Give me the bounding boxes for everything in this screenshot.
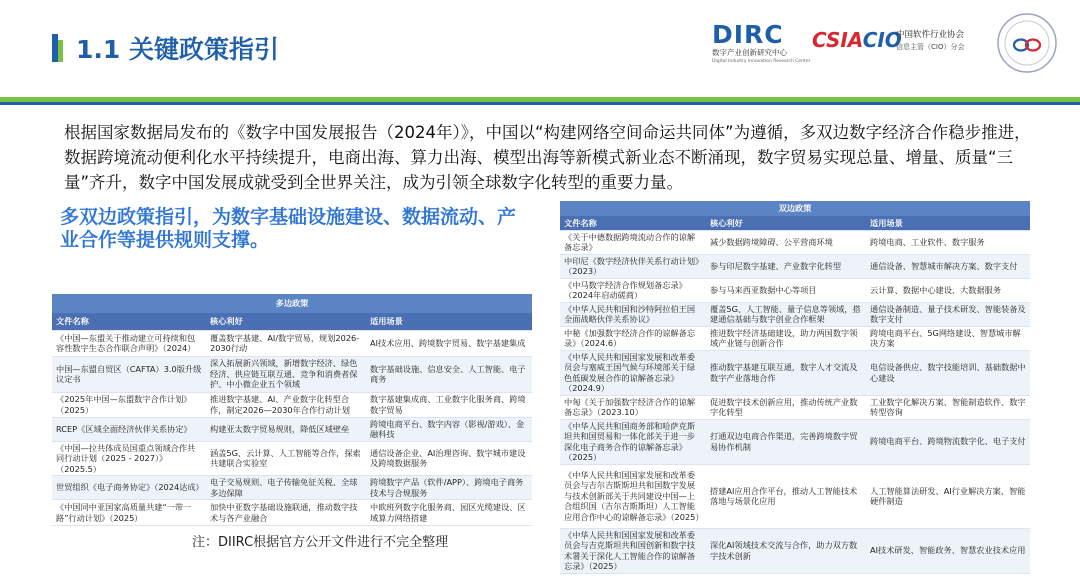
policy-name: 中秘《加强数字经济合作的谅解备忘录》（2024.6） [560, 326, 706, 350]
policy-scenario: 电信设备供应、数字技能培训、基础数据中心建设 [866, 350, 1030, 395]
policy-scenario: 人工智能算法研发、AI行业解决方案、智能硬件制造 [866, 464, 1030, 528]
table-row [560, 350, 1030, 395]
policy-benefit: 加快中亚数字基础设施联通，推动数字技术与各产业融合 [206, 500, 366, 526]
policy-scenario: 工业数字化解决方案、智能制造软件、数字转型咨询 [866, 395, 1030, 419]
table-row [560, 326, 1030, 350]
csia-logo-line1: 中国软件行业协会 [896, 30, 965, 40]
policy-name: 中匈《关于加强数字经济合作的谅解备忘录》（2023.10） [560, 395, 706, 419]
policy-benefit: 推进数字基建、AI、产业数字化转型合作，制定2026—2030年合作行动计划 [206, 392, 366, 417]
policy-scenario: 云计算、数据中心建设、大数据服务 [866, 278, 1030, 302]
policy-scenario: 跨境电商平台、数字内容（影视/游戏）、金融科技 [366, 417, 532, 441]
csia-cio-logo [812, 28, 990, 60]
csia-logo-line2: 信息主管（CIO）分会 [896, 43, 965, 51]
policy-benefit: 参与马来西亚数据中心等项目 [706, 278, 866, 302]
table-row [52, 441, 532, 476]
table-row [560, 230, 1030, 254]
policy-benefit: 电子交易规则、电子传输免征关税、全球多边保障 [206, 476, 366, 500]
policy-name: 《2025年中国—东盟数字合作计划》（2025） [52, 392, 206, 417]
column-header-scenario: 适用场景 [866, 216, 1030, 230]
policy-benefit: 减少数据跨境障碍、公平营商环境 [706, 230, 866, 254]
dirc-logo-name-cn: 数字产业创新研究中心 [712, 48, 787, 57]
column-header-benefit: 核心利好 [206, 313, 366, 330]
table-row [560, 419, 1030, 464]
table-row [560, 254, 1030, 278]
dirc-logo [712, 22, 810, 70]
multilateral-policy-table [52, 294, 532, 526]
policy-benefit: 深化AI领域技术交流与合作，助力双方数字技术创新 [706, 528, 866, 573]
policy-name: 《中华人民共和国商务部和哈萨克斯坦共和国贸易和一体化部关于进一步深化电子商务合作的谅解备忘录》（2025） [560, 419, 706, 464]
table-row [52, 330, 532, 356]
policy-name: 中国—东盟自贸区（CAFTA）3.0版升级议定书 [52, 356, 206, 392]
section-subheading: 多双边政策指引，为数字基础设施建设、数据流动、产业合作等提供规则支撑。 [60, 206, 517, 251]
policy-name: 《中华人民共和国和沙特阿拉伯王国全面战略伙伴关系协议》 [560, 302, 706, 326]
csia-cio-logo-mark: CSIACIO [812, 28, 902, 52]
table-row [52, 500, 532, 526]
table-row [560, 302, 1030, 326]
policy-benefit: 参与印尼数字基建、产业数字化转型 [706, 254, 866, 278]
column-header-name: 文件名称 [560, 216, 706, 230]
policy-name: 世贸组织《电子商务协定》（2024达成） [52, 476, 206, 500]
multilateral-table-caption: 多边政策 [52, 294, 532, 313]
policy-scenario: 跨境电商平台、5G网络建设、智慧城市解决方案 [866, 326, 1030, 350]
policy-scenario: AI技术应用、跨境数字贸易、数字基建集成 [366, 330, 532, 356]
policy-name: 《中华人民共和国国家发展和改革委员会与塞威王国气候与环境部关于绿色低碳发展合作的谅解备忘录》（2024.9） [560, 350, 706, 395]
table-row [52, 392, 532, 417]
header-divider-blue [0, 102, 1080, 105]
column-header-name: 文件名称 [52, 313, 206, 330]
policy-benefit: 涵盖5G、云计算、人工智能等合作，探索共建联合实验室 [206, 441, 366, 476]
policy-benefit: 促进数字技术创新应用，推动传统产业数字化转型 [706, 395, 866, 419]
policy-benefit: 推进数字经济基础建设，助力两国数字领域产业链与创新合作 [706, 326, 866, 350]
policy-scenario: 中欧班列数字化服务商、园区光缆建设、区域算力网络搭建 [366, 500, 532, 526]
table-row [560, 528, 1030, 573]
table-row [52, 417, 532, 441]
source-note: 注：DIIRC根据官方公开文件进行不完全整理 [192, 535, 449, 550]
policy-scenario: 通信设备制造、量子技术研发、智能装备及数字支付 [866, 302, 1030, 326]
policy-benefit: 推动数字基建互联互通，数字人才交流及数字产业落地合作 [706, 350, 866, 395]
policy-scenario: 跨境数字产品（软件/APP）、跨境电子商务技术与合规服务 [366, 476, 532, 500]
policy-benefit: 构建亚太数字贸易规则，降低区域壁垒 [206, 417, 366, 441]
bilateral-policy-table [560, 201, 1030, 574]
policy-name: 《中华人民共和国国家发展和改革委员会与吉尔吉斯斯坦共和国数字发展与技术创新部关于共同建设中国—上合组织国（吉尔吉斯斯坦）人工智能应用合作中心的谅解备忘录》（2025） [560, 464, 706, 528]
policy-scenario: AI技术研发、智能政务、智慧农业技术应用 [866, 528, 1030, 573]
policy-scenario: 数字基建集成商、工业数字化服务商、跨境数字贸易 [366, 392, 532, 417]
column-header-benefit: 核心利好 [706, 216, 866, 230]
policy-benefit: 覆盖数字基建、AI/数字贸易，规划2026-2030行动 [206, 330, 366, 356]
policy-benefit: 打通双边电商合作渠道，完善跨境数字贸易协作机制 [706, 419, 866, 464]
column-header-scenario: 适用场景 [366, 313, 532, 330]
dirc-logo-mark: DIRC [712, 20, 784, 49]
policy-scenario: 跨境电商、工业软件、数字服务 [866, 230, 1030, 254]
policy-name: 《中国—拉共体成员国重点领域合作共同行动计划（2025 - 2027）》（2025.5） [52, 441, 206, 476]
policy-benefit: 搭建AI应用合作平台，推动人工智能技术落地与场景化应用 [706, 464, 866, 528]
policy-name: 《中华人民共和国国家发展和改革委员会与吉克斯坦共和国创新和数字技术署关于深化人工智能合作的谅解备忘录》（2025） [560, 528, 706, 573]
policy-scenario: 跨境电商平台、跨境物流数字化、电子支付 [866, 419, 1030, 464]
table-row [560, 395, 1030, 419]
policy-name: 中印尼《数字经济伙伴关系行动计划》（2023） [560, 254, 706, 278]
bilateral-table-caption: 双边政策 [560, 201, 1030, 216]
policy-name: 《中国同中亚国家高质量共建“一带一路”行动计划》（2025） [52, 500, 206, 526]
policy-scenario: 数字基础设施、信息安全、人工智能、电子商务 [366, 356, 532, 392]
policy-scenario: 通信设备企业、AI治理咨询、数字城市建设及跨境数据服务 [366, 441, 532, 476]
intro-paragraph: 根据国家数据局发布的《数字中国发展报告（2024年）》，中国以“构建网络空间命运共同体”为遵循，多双边数字经济合作稳步推进，数据跨境流动便利化水平持续提升，电商出海、算力出海、模型出海等新模式新业态不断涌现，数字贸易实现总量、增量、质量“三量”齐升，数字中国发展成就受到全世界关注，成为引领全球数字化转型的重要力量。 [64, 123, 1031, 192]
policy-scenario: 通信设备、智慧城市解决方案、数字支付 [866, 254, 1030, 278]
policy-benefit: 覆盖5G、人工智能、量子信息等领域，搭建通信基础与数字创业合作框架 [706, 302, 866, 326]
table-row [52, 476, 532, 500]
page-title: 1.1 关键政策指引 [76, 35, 279, 64]
circular-seal-logo-icon [996, 12, 1058, 74]
policy-name: 《关于中德数据跨境流动合作的谅解备忘录》 [560, 230, 706, 254]
policy-name: 《中国—东盟关于推动建立可持续和包容性数字生态合作联合声明》（2024） [52, 330, 206, 356]
policy-benefit: 深入拓展新兴领域，新增数字经济、绿色经济、供应链互联互通、竞争和消费者保护、中小微企业五个领域 [206, 356, 366, 392]
dirc-logo-name-en: Digital Industry Innovation Research Center [712, 59, 811, 64]
policy-name: 《中马数字经济合作规划备忘录》（2024年启动磋商） [560, 278, 706, 302]
table-row [52, 356, 532, 392]
table-row [560, 278, 1030, 302]
title-accent-bar [52, 34, 63, 62]
table-row [560, 464, 1030, 528]
policy-name: RCEP《区域全面经济伙伴关系协定》 [52, 417, 206, 441]
